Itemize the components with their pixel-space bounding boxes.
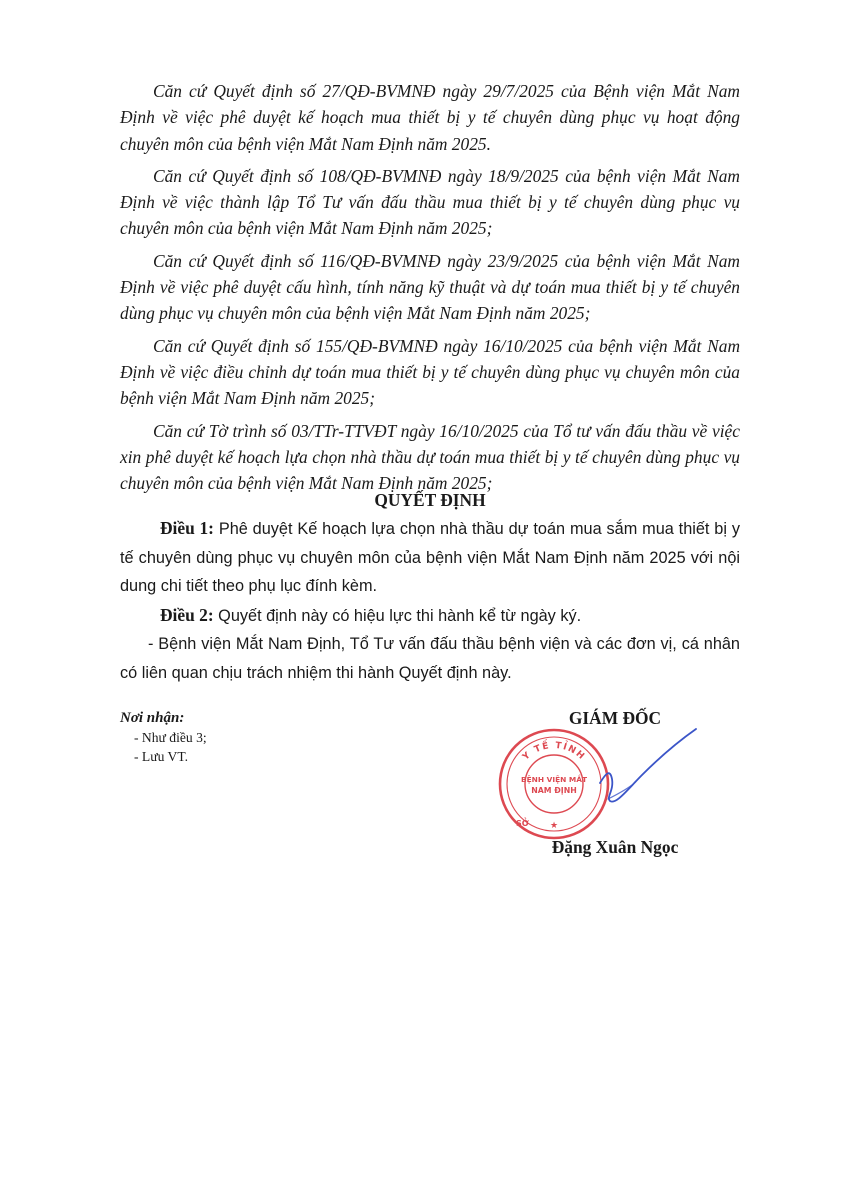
handwritten-signature-icon bbox=[580, 725, 700, 815]
signer-name: Đặng Xuân Ngọc bbox=[551, 837, 679, 857]
legal-basis-item: Căn cứ Quyết định số 116/QĐ-BVMNĐ ngày 23/9/2025 của bệnh viện Mắt Nam Định về việc phê duyệt cấu hình, tính năng kỹ thuật và dự toán mua thiết bị y tế chuyên dùng phục vụ chuyên môn của bệnh viện Mắt Nam Định năm 2025; bbox=[120, 250, 740, 324]
signature-block bbox=[490, 705, 740, 875]
legal-basis-item: Căn cứ Quyết định số 108/QĐ-BVMNĐ ngày 18/9/2025 của bệnh viện Mắt Nam Định về việc thành lập Tổ Tư vấn đấu thầu mua thiết bị y tế chuyên dùng phục vụ chuyên môn của bệnh viện Mắt Nam Định năm 2025; bbox=[120, 165, 740, 239]
legal-basis-section bbox=[120, 78, 740, 502]
article-1-label: Điều 1: bbox=[160, 518, 214, 538]
legal-basis-item: Căn cứ Tờ trình số 03/TTr-TTVĐT ngày 16/10/2025 của Tổ tư vấn đấu thầu về việc xin phê duyệt kế hoạch lựa chọn nhà thầu dự toán mua thiết bị y tế chuyên dùng phục vụ chuyên môn của bệnh viện Mắt Nam Định năm 2025; bbox=[120, 420, 740, 494]
recipients-title: Nơi nhận: bbox=[120, 710, 185, 726]
signature-title: GIÁM ĐỐC bbox=[568, 708, 662, 728]
recipients-block bbox=[120, 708, 380, 766]
article-1-text: Phê duyệt Kế hoạch lựa chọn nhà thầu dự toán mua sắm mua thiết bị y tế chuyên dùng phục vụ chuyên môn của bệnh viện Mắt Nam Định năm 2025 với nội dung chi tiết theo phụ lục đính kèm. bbox=[120, 520, 740, 596]
seal-center-line1: BỆNH VIỆN MẮT bbox=[520, 775, 588, 784]
article-1 bbox=[120, 514, 740, 601]
seal-center-line2: NAM ĐỊNH bbox=[531, 786, 577, 795]
svg-text:Y TẾ TỈNH bbox=[520, 738, 587, 763]
article-2 bbox=[120, 601, 740, 631]
recipient-item: - Lưu VT. bbox=[134, 749, 189, 764]
articles-section bbox=[120, 514, 740, 688]
recipient-item: - Như điều 3; bbox=[134, 730, 207, 745]
legal-basis-item: Căn cứ Quyết định số 155/QĐ-BVMNĐ ngày 16/10/2025 của bệnh viện Mắt Nam Định về việc điều chỉnh dự toán mua thiết bị y tế chuyên dùng phục vụ chuyên môn của bệnh viện Mắt Nam Định năm 2025; bbox=[120, 335, 740, 409]
article-2-label: Điều 2: bbox=[160, 604, 214, 625]
decision-title: QUYẾT ĐỊNH bbox=[374, 490, 486, 510]
legal-basis-item: Căn cứ Quyết định số 27/QĐ-BVMNĐ ngày 29/7/2025 của Bệnh viện Mắt Nam Định về việc phê duyệt kế hoạch mua thiết bị y tế chuyên dùng phục vụ hoạt động chuyên môn của bệnh viện Mắt Nam Định năm 2025. bbox=[120, 81, 740, 154]
seal-star: ★ bbox=[549, 821, 559, 831]
seal-top-text: Y TẾ TỈNH bbox=[521, 740, 587, 763]
seal-bottom-text: SỞ bbox=[516, 819, 529, 828]
responsibility-clause: - Bệnh viện Mắt Nam Định, Tổ Tư vấn đấu thầu bệnh viện và các đơn vị, cá nhân có liên quan chịu trách nhiệm thi hành Quyết định này. bbox=[120, 635, 740, 682]
article-2-text: Quyết định này có hiệu lực thi hành kể từ ngày ký. bbox=[213, 606, 582, 625]
